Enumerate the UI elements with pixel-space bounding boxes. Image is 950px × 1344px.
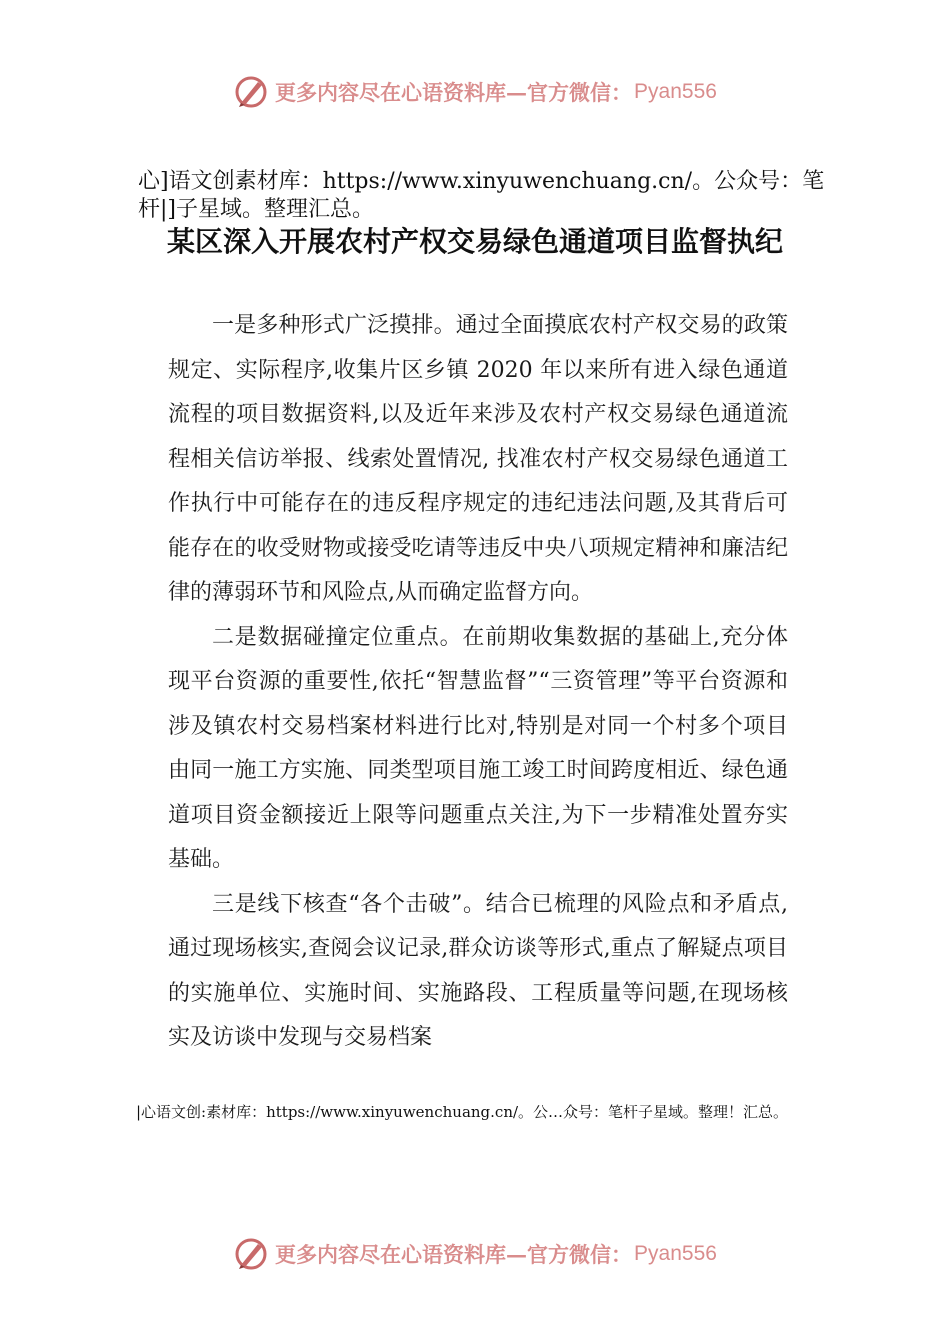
paragraph-1: 一是多种形式广泛摸排。通过全面摸底农村产权交易的政策规定、实际程序,收集片区乡镇 2020 年以来所有进入绿色通道流程的项目数据资料,以及近年来涉及农村产权交易绿色通道流程相关信访举报、线索处置情况, 找准农村产权交易绿色通道工作执行中可能存在的违反程序规定的违纪违法问题,及其背后可能存在的收受财物或接受吃请等违反中央八项规定精神和廉洁纪律的薄弱环节和风险点,从而确定监督方向。 [168,313,788,605]
watermark-top: 心]语文创素材库：https://www.xinyuwenchuang.cn/。公众号：笔杆|]子星域。整理汇总。 [138,169,825,222]
banner-text: 更多内容尽在心语资料库—官方微信： [275,80,633,105]
banner-text: 更多内容尽在心语资料库—官方微信： [275,1242,633,1267]
header-banner [0,72,950,112]
banner-wechat-id: Pyan556 [634,80,717,103]
footer-banner [0,1234,950,1274]
watermark-bottom: |心语文创:素材库：https://www.xinyuwenchuang.cn/。公…众号：笔杆子星域。整理！汇总。 [136,1103,789,1121]
document-title: 某区深入开展农村产权交易绿色通道项目监督执纪 [166,225,783,258]
banner-wechat-id: Pyan556 [634,1242,717,1265]
pen-logo-icon [233,74,269,110]
document-body [168,304,788,1061]
paragraph-2: 二是数据碰撞定位重点。在前期收集数据的基础上,充分体现平台资源的重要性,依托“智慧监督”“三资管理”等平台资源和涉及镇农村交易档案材料进行比对,特别是对同一个村多个项目由同一施工方实施、同类型项目施工竣工时间跨度相近、绿色通道项目资金额接近上限等问题重点关注,为下一步精准处置夯实基础。 [168,624,788,872]
paragraph-3: 三是线下核查“各个击破”。结合已梳理的风险点和矛盾点,通过现场核实,查阅会议记录,群众访谈等形式,重点了解疑点项目的实施单位、实施时间、实施路段、工程质量等问题,在现场核实及访谈中发现与交易档案 [168,891,788,1050]
pen-logo-icon [233,1236,269,1272]
